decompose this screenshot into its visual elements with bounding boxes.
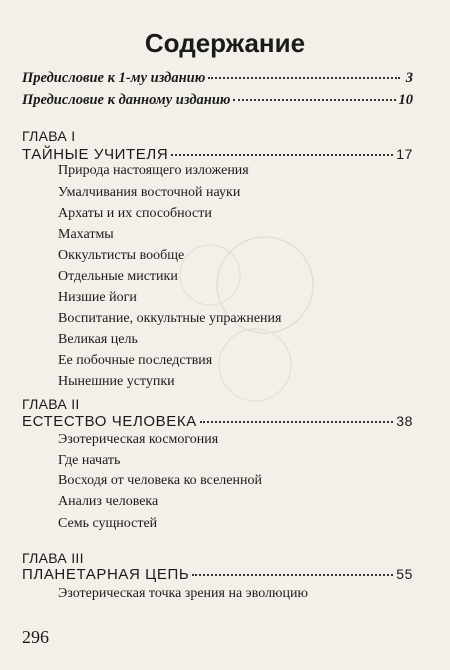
- page-title: Содержание: [144, 28, 306, 58]
- dot-leader: [208, 77, 400, 79]
- section-entry[interactable]: Низшие йоги: [58, 290, 137, 305]
- toc-entry-title: Предисловие к 1-му изданию: [22, 70, 206, 86]
- chapter-label: ГЛАВА II: [22, 396, 80, 412]
- toc-entry-chapter-1[interactable]: [22, 146, 413, 163]
- section-entry[interactable]: Эзотерическая космогония: [58, 432, 219, 447]
- section-entry[interactable]: Нынешние уступки: [58, 374, 175, 389]
- dot-leader: [233, 99, 395, 101]
- section-entry[interactable]: Эзотерическая точка зрения на эволюцию: [58, 586, 308, 601]
- toc-entry-page: 17: [396, 146, 413, 162]
- toc-entry-preface-1[interactable]: [22, 70, 413, 87]
- chapter-title: ТАЙНЫЕ УЧИТЕЛЯ: [22, 146, 169, 163]
- section-entry[interactable]: Великая цель: [58, 332, 138, 347]
- section-entry[interactable]: Где начать: [58, 453, 121, 468]
- section-entry[interactable]: Воспитание, оккультные упражнения: [58, 311, 282, 326]
- page-number: 296: [22, 627, 49, 647]
- chapter-title: ЕСТЕСТВО ЧЕЛОВЕКА: [22, 413, 197, 430]
- chapter-label: ГЛАВА III: [22, 550, 84, 566]
- toc-entry-chapter-2[interactable]: [22, 413, 413, 430]
- toc-entry-preface-2[interactable]: [22, 92, 413, 109]
- section-entry[interactable]: Анализ человека: [58, 494, 159, 509]
- toc-entry-chapter-3[interactable]: [22, 566, 413, 583]
- section-entry[interactable]: Отдельные мистики: [58, 269, 178, 284]
- toc-entry-page: 3: [405, 70, 413, 86]
- section-entry[interactable]: Ее побочные последствия: [58, 353, 213, 368]
- toc-entry-page: 38: [396, 413, 413, 429]
- section-entry[interactable]: Восходя от человека ко вселенной: [58, 473, 262, 488]
- section-entry[interactable]: Архаты и их способности: [58, 206, 212, 221]
- section-entry[interactable]: Умалчивания восточной науки: [58, 185, 241, 200]
- toc-entry-page: 55: [396, 566, 413, 582]
- dot-leader: [192, 574, 393, 576]
- section-entry[interactable]: Природа настоящего изложения: [58, 163, 249, 178]
- chapter-title: ПЛАНЕТАРНАЯ ЦЕПЬ: [22, 566, 190, 583]
- section-entry[interactable]: Оккультисты вообще: [58, 248, 185, 263]
- dot-leader: [171, 154, 393, 156]
- chapter-label: ГЛАВА I: [22, 128, 76, 144]
- toc-entry-page: 10: [398, 92, 413, 108]
- toc-entry-title: Предисловие к данному изданию: [22, 92, 231, 108]
- dot-leader: [200, 421, 393, 423]
- section-entry[interactable]: Махатмы: [58, 227, 114, 242]
- section-entry[interactable]: Семь сущностей: [58, 516, 158, 531]
